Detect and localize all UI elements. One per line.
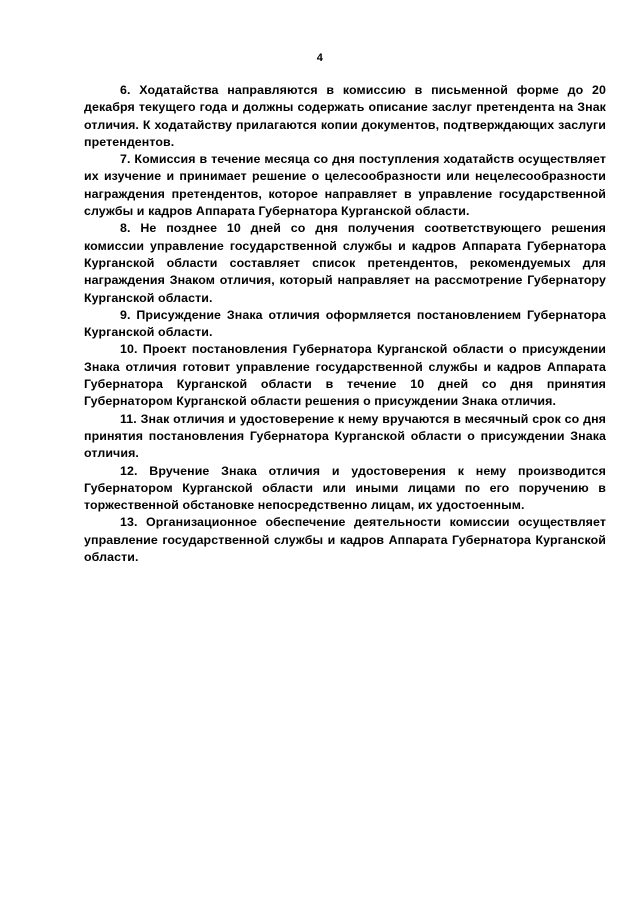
paragraph-11: 11. Знак отличия и удостоверение к нему вручаются в месячный срок со дня принятия постановления Губернатора Курганской области о присуждении Знака отличия. <box>84 411 606 461</box>
paragraph-13: 13. Организационное обеспечение деятельности комиссии осуществляет управление государственной службы и кадров Аппарата Губернатора Курганской области. <box>84 515 606 565</box>
paragraph-7: 7. Комиссия в течение месяца со дня поступления ходатайств осуществляет их изучение и принимает решение о целесообразности или нецелесообразности награждения претендентов, которое направляет в управление государственной службы и кадров Аппарата Губернатора Курганской области. <box>84 152 606 219</box>
paragraph-10: 10. Проект постановления Губернатора Курганской области о присуждении Знака отличия готовит управление государственной службы и кадров Аппарата Губернатора Курганской области в течение 10 дней со дня принятия Губернатором Курганской области решения о присуждении Знака отличия. <box>84 342 606 409</box>
paragraph-9: 9. Присуждение Знака отличия оформляется постановлением Губернатора Курганской области. <box>84 307 606 340</box>
paragraph-12: 12. Вручение Знака отличия и удостоверения к нему производится Губернатором Курганской области или иными лицами по его поручению в торжественной обстановке непосредственно лицам, их удостоенным. <box>84 463 606 513</box>
paragraph-6: 6. Ходатайства направляются в комиссию в письменной форме до 20 декабря текущего года и должны содержать описание заслуг претендента на Знак отличия. К ходатайству прилагаются копии документов, подтверждающих заслуги претендентов. <box>84 83 606 149</box>
paragraph-8: 8. Не позднее 10 дней со дня получения соответствующего решения комиссии управление государственной службы и кадров Аппарата Губернатора Курганской области составляет список претендентов, рекомендуемых для награждения Знаком отличия, который направляет на рассмотрение Губернатору Курганской области. <box>84 221 606 305</box>
page-number: 4 <box>316 52 324 64</box>
document-body <box>84 82 606 566</box>
